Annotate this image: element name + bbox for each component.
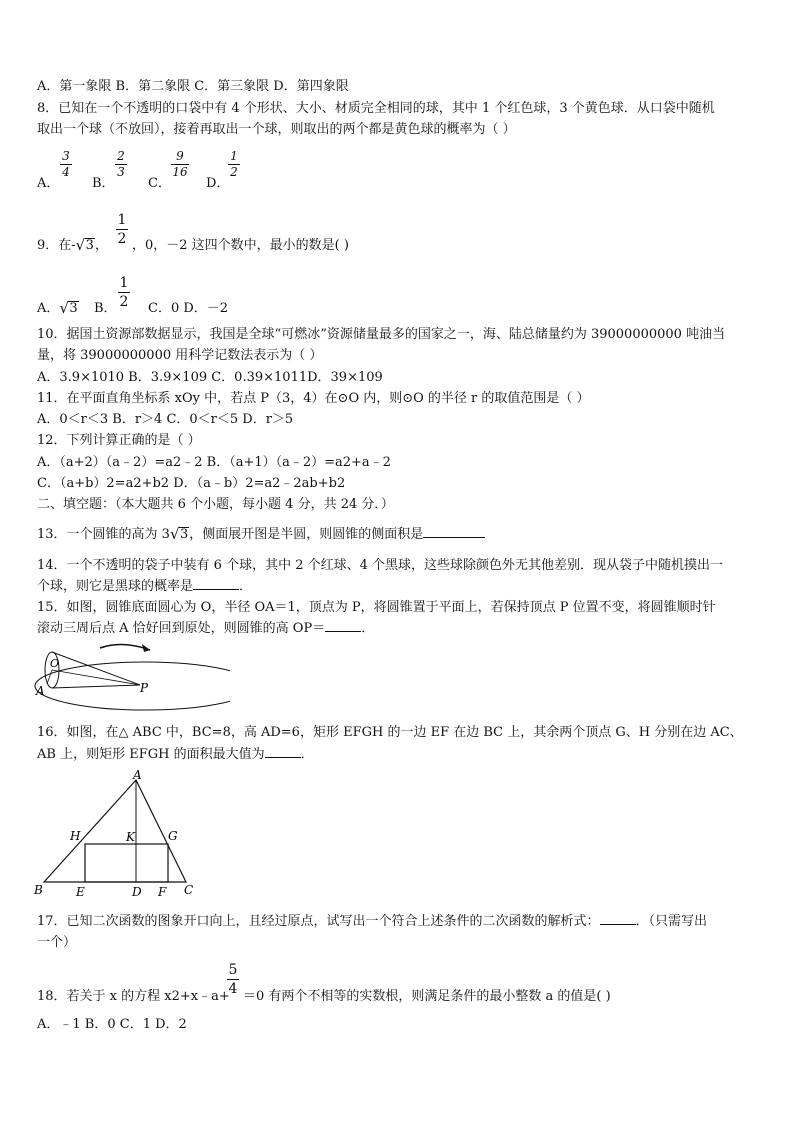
- q12-options-cd: C．（a+b）2=a2+b2 D．（a﹣b）2=a2﹣2ab+b2: [37, 476, 346, 491]
- q16-triangle-figure: [30, 768, 210, 900]
- q16-line2: AB 上，则矩形 EFGH 的面积最大值为 ．: [37, 747, 314, 762]
- q8-label-d: D．: [206, 176, 230, 191]
- q15-label-a: A: [36, 684, 45, 698]
- q10-line1: 10．据国土资源部数据显示，我国是全球“可燃冰”资源储量最多的国家之一，海、陆总储量约为 39000000000 吨油当: [37, 327, 726, 342]
- q12-line1: 12．下列计算正确的是（ ）: [37, 433, 201, 448]
- q8-frac-d: 1 2: [228, 150, 240, 179]
- q18-stem-suffix: ＝0 有两个不相等的实数根，则满足条件的最小整数 a 的值是( ): [243, 989, 611, 1004]
- q8-frac-c: 9 16: [172, 149, 188, 179]
- q14-line2: 个球，则它是黑球的概率是 ．: [37, 579, 253, 594]
- q16-label-h: H: [70, 829, 81, 843]
- q16-answer-blank: [265, 757, 301, 758]
- q15-line2: 滚动三周后点 A 恰好回到原处，则圆锥的高 OP＝ ．: [37, 621, 375, 636]
- q16-label-k: K: [126, 830, 135, 844]
- q15-line1: 15．如图，圆锥底面圆心为 O，半径 OA＝1，顶点为 P，将圆锥置于平面上，若保持顶点 P 位置不变，将圆锥顺时针: [37, 600, 716, 615]
- q18-stem-prefix: 18．若关于 x 的方程 x2+x﹣a+: [37, 989, 230, 1004]
- section-title-fill-in: 二、填空题：（本大题共 6 个小题，每小题 4 分，共 24 分．）: [37, 497, 394, 512]
- q18-options: A．﹣1 B．0 C．1 D．2: [37, 1017, 187, 1032]
- q17-answer-blank: [600, 924, 636, 925]
- q9-option-a: A． √ 3: [37, 299, 78, 317]
- q16-label-g: G: [168, 829, 178, 843]
- q15-answer-blank: [325, 631, 361, 632]
- q14-answer-blank: [193, 589, 239, 590]
- q9-option-cd: C．0 D．－2: [148, 301, 229, 316]
- q13-stem: 13．一个圆锥的高为 3 √ 3，侧面展开图是半圆，则圆锥的侧面积是: [37, 527, 485, 543]
- q16-label-d: D: [132, 885, 142, 899]
- q9-sqrt: √ 3: [75, 236, 94, 254]
- q10-options: A．3.9×1010 B．3.9×109 C．0.39×1011D．39×109: [37, 370, 383, 385]
- q9-stem: 9．在- √ 3，: [37, 236, 108, 254]
- q16-label-e: E: [76, 885, 85, 899]
- q15-cone-figure: [30, 640, 230, 712]
- q8-label-a: A．: [37, 176, 60, 191]
- q16-label-c: C: [184, 883, 194, 897]
- q8-label-c: C．: [148, 176, 171, 191]
- q16-line1: 16．如图，在△ ABC 中，BC=8，高 AD=6，矩形 EFGH 的一边 EF 在边 BC 上，其余两个顶点 G、H 分别在边 AC、: [37, 725, 743, 740]
- q11-options: A．0＜r＜3 B．r＞4 C．0＜r＜5 D．r＞5: [37, 412, 294, 427]
- q15-label-p: P: [140, 681, 149, 695]
- q9-stem-suffix: ，0，－2 这四个数中，最小的数是( ): [132, 238, 349, 253]
- q9-frac-half: 1 2: [117, 212, 127, 247]
- q17-line2: 一个）: [37, 935, 77, 950]
- q9-option-b-frac: 1 2: [119, 275, 129, 310]
- q8-line2: 取出一个球（不放回），接着再取出一个球，则取出的两个都是黄色球的概率为（ ）: [37, 122, 516, 137]
- q16-label-a: A: [133, 768, 142, 782]
- q12-options-ab: A．（a+2）（a﹣2）=a2﹣2 B．（a+1）（a﹣2）=a2+a﹣2: [37, 455, 391, 470]
- q18-frac: 5 4: [228, 962, 238, 997]
- q15-label-o: O: [50, 657, 60, 670]
- q11-line1: 11．在平面直角坐标系 xOy 中，若点 P（3，4）在⊙O 内，则⊙O 的半径 r 的取值范围是（ ）: [37, 391, 590, 406]
- q7-options: A．第一象限 B．第二象限 C．第三象限 D．第四象限: [37, 79, 349, 94]
- q8-label-b: B．: [92, 176, 115, 191]
- q8-frac-a: 3 4: [60, 150, 72, 179]
- q9-option-b-label: B．: [94, 301, 117, 316]
- q16-label-f: F: [158, 885, 167, 899]
- q8-frac-b: 2 3: [115, 150, 127, 179]
- q13-answer-blank: [423, 537, 485, 538]
- q8-line1: 8．已知在一个不透明的口袋中有 4 个形状、大小、材质完全相同的球，其中 1 个红色球，3 个黄色球．从口袋中随机: [37, 101, 715, 116]
- q16-label-b: B: [34, 883, 43, 897]
- q10-line2: 量，将 39000000000 用科学记数法表示为（ ）: [37, 348, 323, 363]
- q14-line1: 14．一个不透明的袋子中装有 6 个球，其中 2 个红球、4 个黑球，这些球除颜色外无其他差别．现从袋子中随机摸出一: [37, 558, 724, 573]
- q17-line1: 17．已知二次函数的图象开口向上，且经过原点，试写出一个符合上述条件的二次函数的解析式： ．（只需写出: [37, 914, 708, 929]
